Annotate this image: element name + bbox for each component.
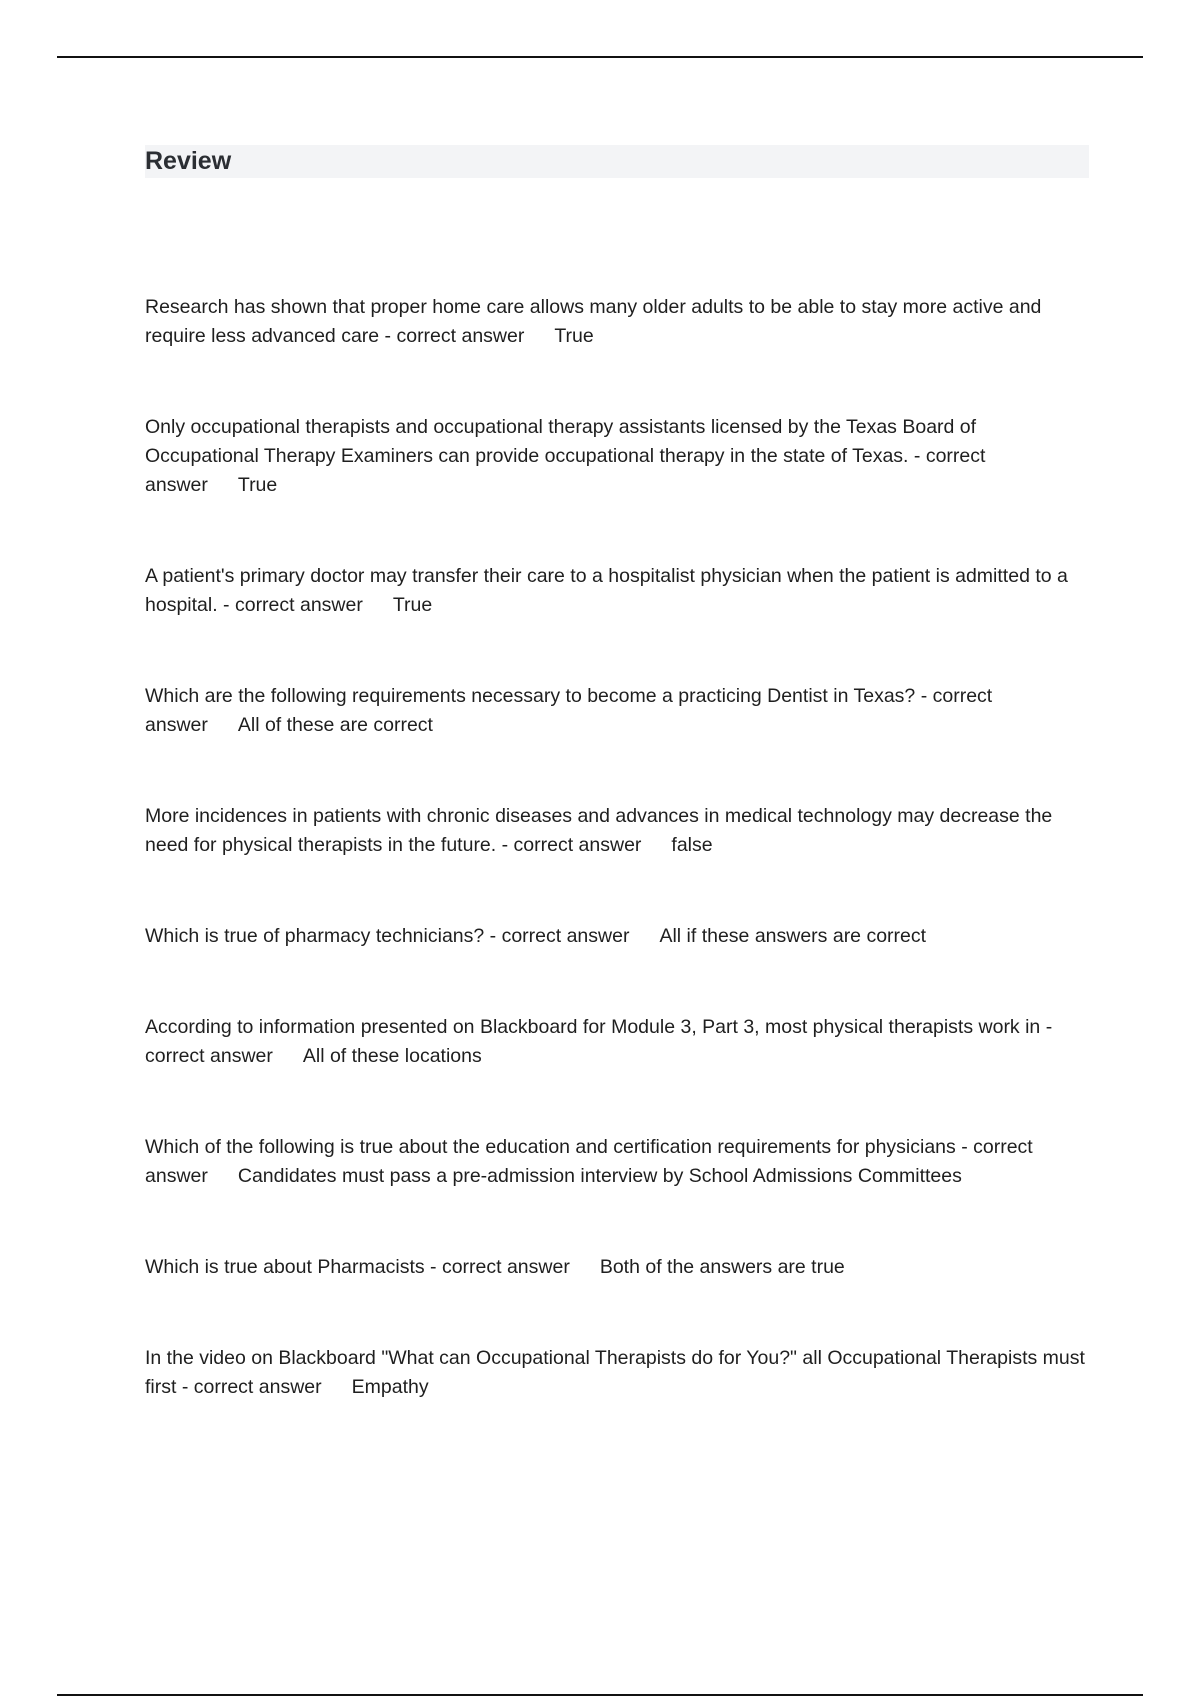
qa-item [145, 802, 1090, 860]
question-text: A patient's primary doctor may transfer their care to a hospitalist physician when the patient is admitted to a hospital. [145, 565, 1068, 616]
title-bar [145, 145, 1089, 178]
answer-text: All if these answers are correct [659, 925, 927, 947]
question-text: Research has shown that proper home care allows many older adults to be able to stay more active and require less advanced care [145, 296, 1042, 347]
answer-text: Candidates must pass a pre-admission interview by School Admissions Committees [237, 1165, 962, 1187]
correct-answer-label: - correct answer [145, 445, 986, 496]
answer-text: All of these locations [302, 1045, 482, 1067]
answer-text: True [237, 474, 278, 496]
correct-answer-label: - correct answer [217, 594, 363, 616]
answer-text: All of these are correct [237, 714, 433, 736]
qa-item [145, 1013, 1090, 1071]
question-text: Which is true about Pharmacists [145, 1256, 425, 1278]
correct-answer-label: - correct answer [145, 1016, 1053, 1067]
bottom-rule [57, 1694, 1143, 1696]
correct-answer-label: - correct answer [424, 1256, 570, 1278]
qa-item [145, 1133, 1090, 1191]
question-text: Only occupational therapists and occupational therapy assistants licensed by the Texas Board of Occupational Therapy Examiners can provide occupational therapy in the state of Texas. [145, 416, 977, 467]
answer-text: Empathy [351, 1376, 429, 1398]
qa-item [145, 293, 1090, 351]
correct-answer-label: - correct answer [176, 1376, 322, 1398]
question-text: More incidences in patients with chronic diseases and advances in medical technology may decrease the need for physical therapists in the future. [145, 805, 1053, 856]
qa-item [145, 682, 1090, 740]
answer-text: false [671, 834, 713, 856]
question-text: In the video on Blackboard "What can Occupational Therapists do for You?" all Occupational Therapists must first [145, 1347, 1085, 1398]
correct-answer-label: - correct answer [496, 834, 642, 856]
correct-answer-label: - correct answer [379, 325, 525, 347]
question-text: Which is true of pharmacy technicians? [145, 925, 485, 947]
top-rule [57, 56, 1143, 58]
question-text: Which of the following is true about the education and certification requirements for physicians [145, 1136, 956, 1158]
question-text: Which are the following requirements necessary to become a practicing Dentist in Texas? [145, 685, 916, 707]
qa-item [145, 922, 1090, 951]
qa-item [145, 1253, 1090, 1282]
answer-text: Both of the answers are true [599, 1256, 845, 1278]
question-text: According to information presented on Blackboard for Module 3, Part 3, most physical therapists work in [145, 1016, 1041, 1038]
qa-item [145, 562, 1090, 620]
correct-answer-label: - correct answer [145, 685, 993, 736]
qa-list [145, 293, 1090, 1402]
correct-answer-label: - correct answer [145, 1136, 1033, 1187]
answer-text: True [554, 325, 594, 347]
page-title: Review [145, 147, 232, 175]
correct-answer-label: - correct answer [484, 925, 630, 947]
qa-item [145, 1344, 1090, 1402]
qa-item [145, 413, 1090, 500]
answer-text: True [392, 594, 433, 616]
